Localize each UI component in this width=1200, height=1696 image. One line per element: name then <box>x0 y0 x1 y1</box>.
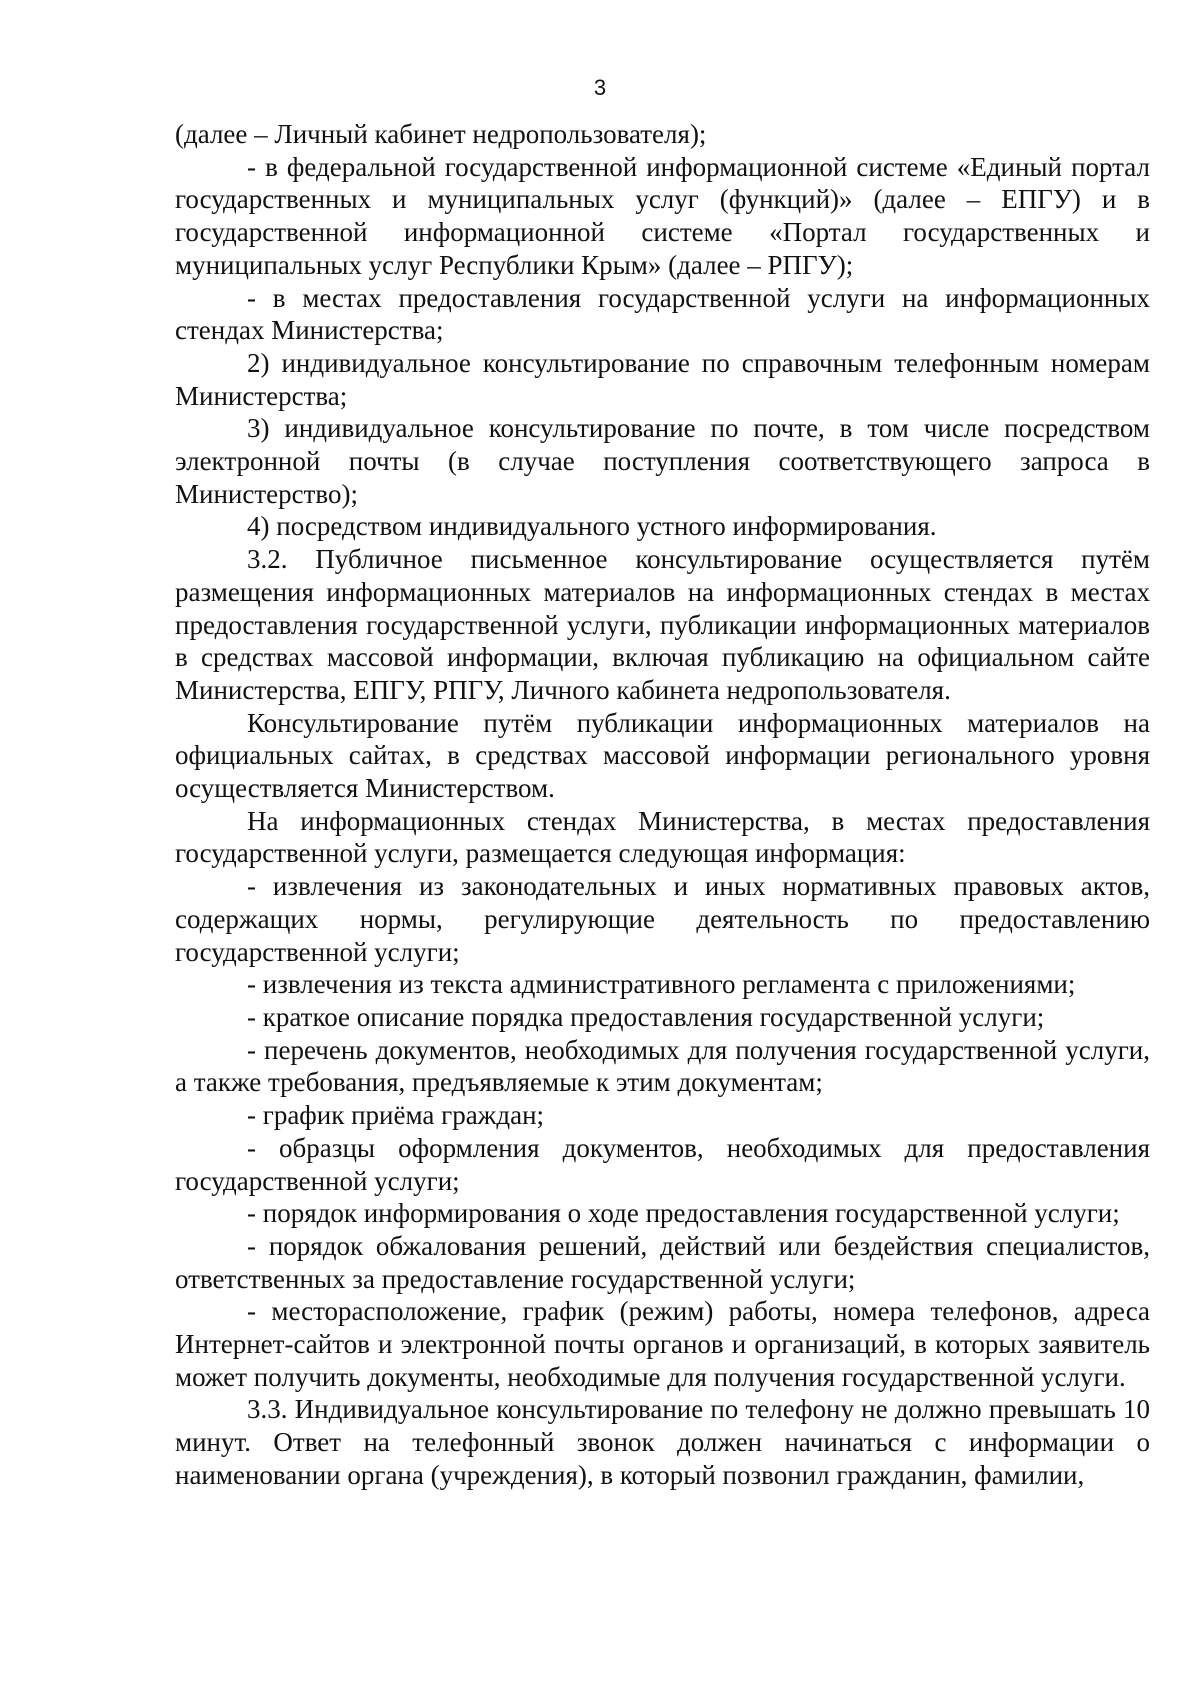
paragraph-publication-consulting: Консультирование путём публикации информационных материалов на официальных сайтах, в средствах массовой информации регионального уровня осуществляется Министерством. <box>175 707 1150 804</box>
list-item-legal-extracts: - извлечения из законодательных и иных нормативных правовых актов, содержащих нормы, регулирующие деятельность по предоставлению государственной услуги; <box>175 871 1150 967</box>
paragraph-section-3-2: 3.2. Публичное письменное консультирование осуществляется путём размещения информационных материалов на информационных стендах в местах предоставления государственной услуги, публикации информационных материалов в средствах массовой информации, включая публикацию на официальном сайте Министерства, ЕПГУ, РПГУ, Личного кабинета недропользователя. <box>175 544 1150 705</box>
paragraph-section-3-3: 3.3. Индивидуальное консультирование по телефону не должно превышать 10 минут. Ответ на телефонный звонок должен начинаться с информации о наименовании органа (учреждения), в который позвонил гражданин, фамилии, <box>175 1394 1150 1490</box>
list-item-contacts: - месторасположение, график (режим) работы, номера телефонов, адреса Интернет-сайтов и электронной почты органов и организаций, в которых заявитель может получить документы, необходимые для получения государственной услуги. <box>175 1296 1150 1392</box>
list-item-document-samples: - образцы оформления документов, необходимых для предоставления государственной услуги; <box>175 1132 1150 1196</box>
document-body <box>175 118 1150 1492</box>
list-item-procedure-description: - краткое описание порядка предоставления государственной услуги; <box>247 1001 1045 1032</box>
paragraph-item-2: 2) индивидуальное консультирование по справочным телефонным номерам Министерства; <box>175 347 1150 411</box>
paragraph-item-3: 3) индивидуальное консультирование по почте, в том числе посредством электронной почты (в случае поступления соответствующего запроса в Министерство); <box>175 413 1150 509</box>
paragraph-epgu-rpgu: - в федеральной государственной информационной системе «Единый портал государственных и муниципальных услуг (функций)» (далее – ЕПГУ) и в государственной информационной системе «Портал государственных и муниципальных услуг Республики Крым» (далее – РПГУ); <box>175 151 1150 280</box>
list-item-documents-list: - перечень документов, необходимых для получения государственной услуги, а также требования, предъявляемые к этим документам; <box>175 1034 1150 1098</box>
paragraph-stands-info: На информационных стендах Министерства, в местах предоставления государственной услуги, размещается следующая информация: <box>175 805 1150 869</box>
list-item-progress-informing: - порядок информирования о ходе предоставления государственной услуги; <box>247 1198 1120 1229</box>
paragraph-item-4: 4) посредством индивидуального устного информирования. <box>247 511 937 542</box>
list-item-regulation-extracts: - извлечения из текста административного регламента с приложениями; <box>247 969 1076 1000</box>
list-item-reception-schedule: - график приёма граждан; <box>247 1100 545 1131</box>
paragraph-info-stands: - в местах предоставления государственной услуги на информационных стендах Министерства; <box>175 282 1150 346</box>
paragraph-continuation: (далее – Личный кабинет недропользователя); <box>175 119 707 149</box>
page-number: 3 <box>593 75 607 100</box>
list-item-appeal-procedure: - порядок обжалования решений, действий или бездействия специалистов, ответственных за предоставление государственной услуги; <box>175 1230 1150 1294</box>
